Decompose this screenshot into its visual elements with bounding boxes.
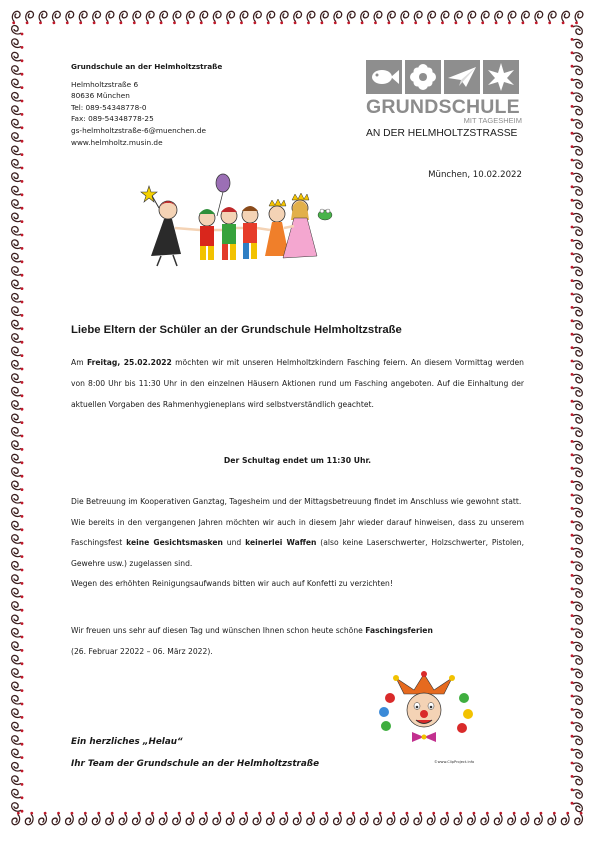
border-swirl: [571, 587, 583, 597]
border-swirl: [385, 811, 398, 825]
border-swirl: [12, 66, 24, 76]
border-swirl: [37, 811, 50, 825]
border-swirl: [12, 535, 24, 545]
border-swirl: [12, 334, 24, 344]
border-swirl: [251, 811, 264, 825]
border-swirl: [12, 722, 24, 732]
border-swirl: [12, 186, 24, 196]
border-swirl: [452, 811, 465, 825]
border-swirl: [571, 802, 583, 812]
phone: Tel: 089-54348778-0: [71, 102, 147, 112]
border-swirl: [264, 811, 277, 825]
border-swirl: [12, 240, 24, 250]
border-swirl: [571, 628, 583, 638]
paper-plane-icon: [444, 60, 480, 94]
border-swirl: [12, 93, 24, 103]
border-swirl: [438, 11, 451, 25]
border-swirl: [492, 11, 505, 25]
border-swirl: [12, 227, 24, 237]
border-swirl: [12, 669, 24, 679]
border-swirl: [559, 811, 572, 825]
border-swirl: [12, 749, 24, 759]
border-swirl: [184, 11, 197, 25]
border-swirl: [412, 11, 425, 25]
border-swirl: [532, 811, 545, 825]
holiday-dates: (26. Februar 22022 – 06. März 2022).: [71, 647, 213, 656]
border-swirl: [12, 468, 24, 478]
border-swirl: [571, 279, 583, 289]
border-swirl: [170, 11, 183, 25]
website: www.helmholtz.musin.de: [71, 137, 163, 147]
masks-weapons-notice: [71, 513, 524, 575]
border-swirl: [12, 575, 24, 585]
border-swirl: [571, 118, 583, 128]
border-swirl: [237, 11, 250, 25]
border-swirl: [465, 11, 478, 25]
border-swirl: [571, 400, 583, 410]
border-swirl: [571, 601, 583, 611]
border-swirl: [358, 11, 371, 25]
border-swirl: [571, 413, 583, 423]
border-swirl: [12, 481, 24, 491]
border-swirl: [519, 811, 532, 825]
border-swirl: [63, 11, 76, 25]
border-swirl: [12, 763, 24, 773]
border-swirl: [184, 811, 197, 825]
text-span: Wie bereits in den vergangenen Jahren möchten wir auch in diesem Jahr wieder darauf hinweisen, dass zu unserem Faschingsfest: [71, 517, 524, 547]
border-swirl: [571, 132, 583, 142]
border-swirl: [12, 454, 24, 464]
fish-icon: [366, 60, 402, 94]
border-swirl: [331, 811, 344, 825]
border-swirl: [571, 480, 583, 490]
border-swirl: [12, 562, 24, 572]
border-swirl: [571, 641, 583, 651]
border-swirl: [12, 776, 24, 786]
border-swirl: [12, 709, 24, 719]
border-swirl: [12, 789, 24, 799]
border-swirl: [571, 252, 583, 262]
border-swirl: [211, 11, 224, 25]
border-swirl: [12, 615, 24, 625]
border-swirl: [571, 199, 583, 209]
border-swirl: [305, 811, 318, 825]
border-swirl: [12, 133, 24, 143]
border-swirl: [251, 11, 264, 25]
border-swirl: [571, 574, 583, 584]
border-swirl: [157, 11, 170, 25]
border-swirl: [571, 788, 583, 798]
border-swirl: [571, 51, 583, 61]
border-swirl: [224, 11, 237, 25]
border-swirl: [571, 654, 583, 664]
border-swirl: [572, 11, 585, 25]
border-swirl: [571, 440, 583, 450]
border-swirl: [12, 655, 24, 665]
border-swirl: [318, 11, 331, 25]
border-swirl: [12, 173, 24, 183]
border-swirl: [10, 811, 23, 825]
holidays-word: Faschingsferien: [365, 626, 433, 635]
border-swirl: [571, 333, 583, 343]
border-swirl: [571, 708, 583, 718]
text-span: und: [222, 538, 246, 547]
street: Helmholtzstraße 6: [71, 79, 139, 89]
text-span: möchten wir mit unseren Helmholtzkindern Fasching feiern. An diesem Vormittag werden von 8:00 Uhr bis 11:30 Uhr in den einzelnen Häusern Aktionen rund um Fasching angeboten. Auf die Einhaltung der aktuellen Vorgaben des Rahmenhygieneplans wird selbstverständlich geachtet.: [71, 358, 524, 409]
border-swirl: [425, 11, 438, 25]
border-swirl: [12, 602, 24, 612]
team-signature: Ihr Team der Grundschule an der Helmholtzstraße: [71, 759, 320, 769]
border-swirl: [12, 803, 24, 813]
border-swirl: [571, 212, 583, 222]
border-swirl: [571, 467, 583, 477]
signature: [71, 731, 319, 775]
border-swirl: [50, 11, 63, 25]
border-swirl: [12, 414, 24, 424]
border-swirl: [12, 26, 24, 36]
border-swirl: [12, 548, 24, 558]
border-swirl: [505, 11, 518, 25]
border-swirl: [12, 428, 24, 438]
border-swirl: [12, 347, 24, 357]
border-swirl: [571, 427, 583, 437]
border-swirl: [197, 11, 210, 25]
border-swirl: [398, 811, 411, 825]
border-swirl: [144, 11, 157, 25]
border-swirl: [10, 11, 23, 25]
border-swirl: [506, 811, 519, 825]
border-swirl: [291, 811, 304, 825]
paragraph-event: [71, 352, 524, 415]
border-swirl: [345, 11, 358, 25]
border-swirl: [571, 721, 583, 731]
border-swirl: [571, 319, 583, 329]
no-masks: keine Gesichtsmasken: [126, 538, 223, 547]
border-swirl: [571, 748, 583, 758]
border-swirl: [12, 588, 24, 598]
border-swirl: [571, 185, 583, 195]
border-swirl: [532, 11, 545, 25]
fax: Fax: 089-54348778-25: [71, 114, 154, 124]
border-swirl: [238, 811, 251, 825]
border-swirl: [571, 453, 583, 463]
border-swirl: [12, 387, 24, 397]
border-swirl: [12, 146, 24, 156]
event-date: Freitag, 25.02.2022: [86, 358, 172, 367]
confetti-notice: Wegen des erhöhten Reinigungsaufwands bitten wir auch auf Konfetti zu verzichten!: [71, 579, 393, 588]
border-swirl: [90, 811, 103, 825]
border-swirl: [571, 668, 583, 678]
border-swirl: [12, 682, 24, 692]
care-info: Die Betreuung im Kooperativen Ganztag, Tagesheim und der Mittagsbetreuung findet im Anschluss wie gewohnt statt.: [71, 497, 522, 506]
image-credit: ©www.ClipProject.info: [434, 760, 475, 764]
border-swirl: [571, 38, 583, 48]
border-swirl: [571, 507, 583, 517]
border-swirl: [130, 811, 143, 825]
border-swirl: [452, 11, 465, 25]
clown-illustration: [376, 670, 486, 750]
border-swirl: [12, 280, 24, 290]
school-name: Grundschule an der Helmholtzstraße: [71, 62, 223, 71]
border-swirl: [571, 293, 583, 303]
border-swirl: [571, 735, 583, 745]
border-swirl: [331, 11, 344, 25]
border-swirl: [479, 11, 492, 25]
border-swirl: [571, 226, 583, 236]
school-logo: [366, 60, 526, 140]
border-swirl: [12, 267, 24, 277]
letter-heading: Liebe Eltern der Schüler an der Grundschule Helmholtzstraße: [71, 324, 402, 336]
no-weapons: keinerlei Waffen: [245, 538, 317, 547]
border-swirl: [50, 811, 63, 825]
logo-line: AN DER HELMHOLTZSTRASSE: [366, 128, 518, 139]
letter-date: München, 10.02.2022: [428, 170, 522, 180]
text-span: (also keine Laserschwerter, Holzschwerter, Pistolen, Gewehre usw.) zugelassen sind.: [71, 538, 524, 568]
border-swirl: [571, 159, 583, 169]
border-swirl: [224, 811, 237, 825]
border-swirl: [117, 11, 130, 25]
border-swirl: [264, 11, 277, 25]
border-swirl: [519, 11, 532, 25]
border-swirl: [571, 534, 583, 544]
border-swirl: [63, 811, 76, 825]
border-swirl: [12, 307, 24, 317]
border-swirl: [571, 360, 583, 370]
border-swirl: [571, 105, 583, 115]
border-swirl: [104, 811, 117, 825]
text-span: Wir freuen uns sehr auf diesen Tag und wünschen Ihnen schon heute schöne: [71, 626, 366, 635]
border-swirl: [12, 508, 24, 518]
logo-title: GRUNDSCHULE: [366, 96, 520, 118]
border-swirl: [12, 642, 24, 652]
border-swirl: [12, 39, 24, 49]
border-swirl: [12, 320, 24, 330]
border-swirl: [571, 520, 583, 530]
border-swirl: [12, 119, 24, 129]
border-swirl: [571, 239, 583, 249]
border-swirl: [77, 11, 90, 25]
border-swirl: [12, 253, 24, 263]
greeting: Ein herzliches „Helau“: [71, 737, 183, 747]
border-swirl: [12, 106, 24, 116]
border-swirl: [372, 811, 385, 825]
border-swirl: [278, 811, 291, 825]
flower-icon: [405, 60, 441, 94]
border-swirl: [130, 11, 143, 25]
border-swirl: [425, 811, 438, 825]
border-swirl: [12, 441, 24, 451]
border-swirl: [12, 160, 24, 170]
border-swirl: [571, 695, 583, 705]
school-end-notice: Der Schultag endet um 11:30 Uhr.: [223, 456, 372, 465]
border-swirl: [77, 811, 90, 825]
border-swirl: [12, 361, 24, 371]
paragraph-rules: [71, 492, 524, 595]
border-swirl: [12, 52, 24, 62]
border-swirl: [157, 811, 170, 825]
border-swirl: [12, 521, 24, 531]
border-swirl: [12, 629, 24, 639]
border-swirl: [571, 614, 583, 624]
border-swirl: [559, 11, 572, 25]
border-swirl: [12, 200, 24, 210]
paragraph-holidays: [71, 620, 524, 662]
border-swirl: [12, 495, 24, 505]
border-swirl: [546, 811, 559, 825]
border-swirl: [465, 811, 478, 825]
border-swirl: [371, 11, 384, 25]
border-swirl: [12, 696, 24, 706]
border-swirl: [571, 561, 583, 571]
border-swirl: [398, 11, 411, 25]
border-swirl: [291, 11, 304, 25]
border-swirl: [197, 811, 210, 825]
border-swirl: [571, 172, 583, 182]
border-swirl: [345, 811, 358, 825]
border-swirl: [546, 11, 559, 25]
border-swirl: [12, 736, 24, 746]
logo-subtitle: MIT TAGESHEIM: [463, 116, 522, 125]
border-swirl: [36, 11, 49, 25]
border-swirl: [278, 11, 291, 25]
border-swirl: [571, 547, 583, 557]
border-swirl: [492, 811, 505, 825]
dancing-children-illustration: [137, 170, 337, 270]
border-swirl: [318, 811, 331, 825]
email: gs-helmholtzstraße-6@muenchen.de: [71, 125, 206, 135]
border-swirl: [571, 681, 583, 691]
border-swirl: [171, 811, 184, 825]
border-swirl: [12, 294, 24, 304]
border-swirl: [12, 79, 24, 89]
border-swirl: [573, 811, 586, 825]
border-swirl: [117, 811, 130, 825]
border-swirl: [571, 145, 583, 155]
border-swirl: [412, 811, 425, 825]
border-swirl: [571, 266, 583, 276]
border-swirl: [571, 494, 583, 504]
border-swirl: [571, 25, 583, 35]
border-swirl: [571, 78, 583, 88]
border-swirl: [12, 213, 24, 223]
border-swirl: [439, 811, 452, 825]
border-swirl: [571, 346, 583, 356]
border-swirl: [358, 811, 371, 825]
border-swirl: [571, 386, 583, 396]
border-swirl: [571, 92, 583, 102]
border-swirl: [144, 811, 157, 825]
border-swirl: [12, 401, 24, 411]
border-swirl: [571, 306, 583, 316]
border-swirl: [304, 11, 317, 25]
border-swirl: [571, 65, 583, 75]
border-swirl: [571, 775, 583, 785]
border-swirl: [103, 11, 116, 25]
sender-address: [71, 61, 222, 148]
border-swirl: [211, 811, 224, 825]
border-swirl: [479, 811, 492, 825]
border-swirl: [571, 373, 583, 383]
border-swirl: [571, 762, 583, 772]
text-span: Am: [71, 358, 87, 367]
star-icon: [483, 60, 519, 94]
border-swirl: [23, 11, 36, 25]
border-swirl: [12, 374, 24, 384]
border-swirl: [385, 11, 398, 25]
border-swirl: [23, 811, 36, 825]
city: 80636 München: [71, 91, 130, 101]
border-swirl: [90, 11, 103, 25]
